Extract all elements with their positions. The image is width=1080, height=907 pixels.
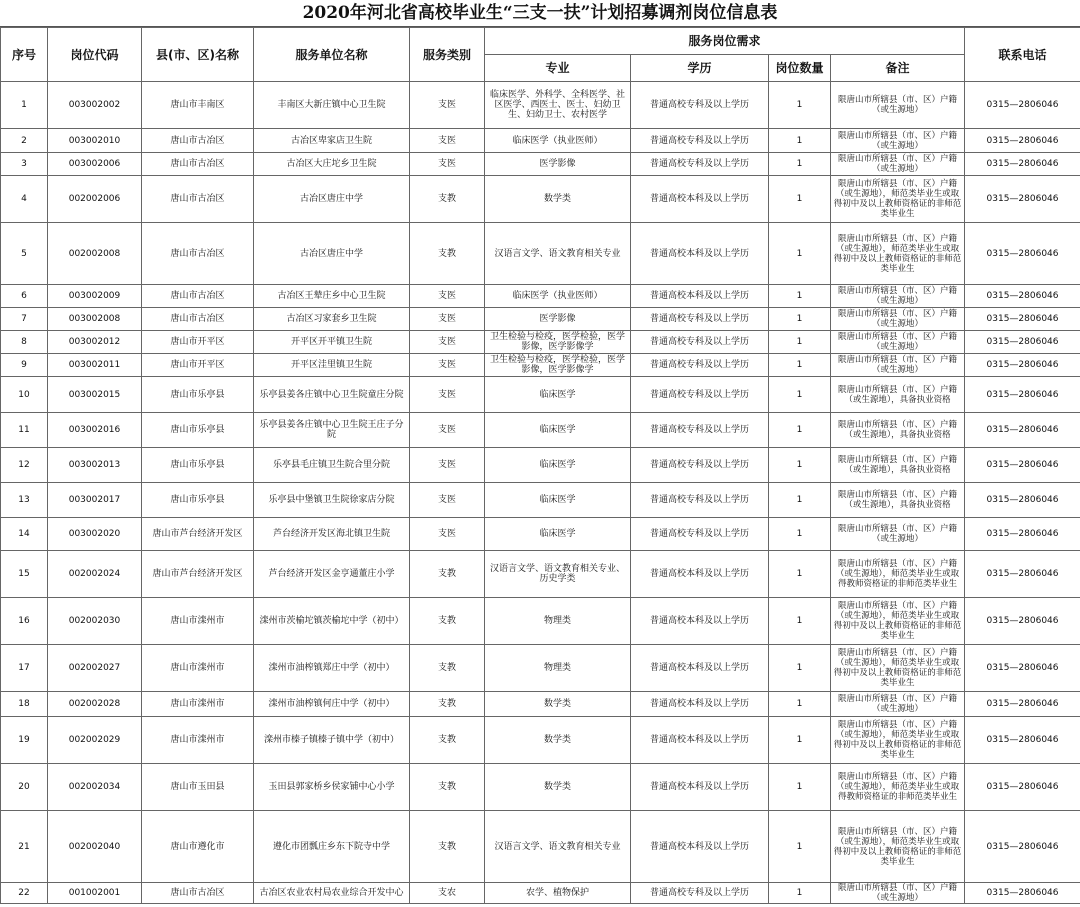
cell-code: 002002029	[48, 717, 142, 764]
cell-edu: 普通高校专科及以上学历	[631, 153, 769, 176]
cell-unit: 滦州市油榨镇郑庄中学（初中）	[254, 645, 410, 692]
cell-count: 1	[769, 518, 831, 551]
cell-type: 支医	[410, 377, 485, 413]
cell-major: 数学类	[485, 764, 631, 811]
cell-code: 003002015	[48, 377, 142, 413]
cell-note: 限唐山市所辖县（市、区）户籍（或生源地）	[831, 883, 965, 904]
cell-edu: 普通高校本科及以上学历	[631, 692, 769, 717]
cell-county: 唐山市乐亭县	[142, 483, 254, 518]
header-demand: 服务岗位需求	[485, 28, 965, 55]
cell-seq: 4	[1, 176, 48, 223]
table-row	[1, 764, 1080, 811]
cell-seq: 10	[1, 377, 48, 413]
cell-note: 限唐山市所辖县（市、区）户籍（或生源地），师范类毕业生或取得教师资格证的非师范类毕业生	[831, 764, 965, 811]
cell-phone: 0315—2806046	[965, 354, 1080, 377]
cell-unit: 乐亭县姜各庄镇中心卫生院童庄分院	[254, 377, 410, 413]
table-row	[1, 413, 1080, 448]
cell-major: 数学类	[485, 692, 631, 717]
table-title: 2020年河北省高校毕业生“三支一扶”计划招募调剂岗位信息表	[0, 0, 1080, 27]
cell-edu: 普通高校专科及以上学历	[631, 377, 769, 413]
cell-unit: 古冶区唐庄中学	[254, 223, 410, 285]
cell-county: 唐山市开平区	[142, 331, 254, 354]
cell-count: 1	[769, 377, 831, 413]
cell-note: 限唐山市所辖县（市、区）户籍（或生源地），师范类毕业生或取得初中及以上教师资格证的非师范类毕业生	[831, 811, 965, 883]
cell-unit: 芦台经济开发区海北镇卫生院	[254, 518, 410, 551]
table-row	[1, 717, 1080, 764]
cell-type: 支教	[410, 176, 485, 223]
cell-edu: 普通高校本科及以上学历	[631, 223, 769, 285]
cell-edu: 普通高校专科及以上学历	[631, 448, 769, 483]
cell-count: 1	[769, 223, 831, 285]
cell-edu: 普通高校专科及以上学历	[631, 82, 769, 129]
cell-phone: 0315—2806046	[965, 377, 1080, 413]
cell-phone: 0315—2806046	[965, 331, 1080, 354]
header-unit: 服务单位名称	[254, 28, 410, 82]
cell-county: 唐山市玉田县	[142, 764, 254, 811]
cell-note: 限唐山市所辖县（市、区）户籍（或生源地）	[831, 285, 965, 308]
cell-seq: 17	[1, 645, 48, 692]
header-type: 服务类别	[410, 28, 485, 82]
cell-count: 1	[769, 883, 831, 904]
table-row	[1, 82, 1080, 129]
cell-county: 唐山市滦州市	[142, 598, 254, 645]
cell-seq: 22	[1, 883, 48, 904]
table-row	[1, 811, 1080, 883]
cell-county: 唐山市古冶区	[142, 883, 254, 904]
cell-county: 唐山市芦台经济开发区	[142, 518, 254, 551]
cell-note: 限唐山市所辖县（市、区）户籍（或生源地），具备执业资格	[831, 483, 965, 518]
header-code: 岗位代码	[48, 28, 142, 82]
cell-code: 003002016	[48, 413, 142, 448]
cell-type: 支医	[410, 153, 485, 176]
cell-code: 002002040	[48, 811, 142, 883]
cell-seq: 16	[1, 598, 48, 645]
cell-count: 1	[769, 82, 831, 129]
table-row	[1, 153, 1080, 176]
cell-seq: 19	[1, 717, 48, 764]
cell-edu: 普通高校专科及以上学历	[631, 518, 769, 551]
cell-code: 003002006	[48, 153, 142, 176]
cell-note: 限唐山市所辖县（市、区）户籍（或生源地），师范类毕业生或取得教师资格证的非师范类毕业生	[831, 551, 965, 598]
cell-type: 支医	[410, 518, 485, 551]
table-row	[1, 551, 1080, 598]
cell-type: 支医	[410, 448, 485, 483]
cell-note: 限唐山市所辖县（市、区）户籍（或生源地）	[831, 308, 965, 331]
cell-code: 003002013	[48, 448, 142, 483]
cell-county: 唐山市乐亭县	[142, 413, 254, 448]
cell-major: 临床医学	[485, 377, 631, 413]
cell-note: 限唐山市所辖县（市、区）户籍（或生源地）	[831, 153, 965, 176]
cell-code: 003002002	[48, 82, 142, 129]
cell-code: 003002010	[48, 129, 142, 153]
table-row	[1, 331, 1080, 354]
cell-count: 1	[769, 811, 831, 883]
cell-unit: 开平区开平镇卫生院	[254, 331, 410, 354]
cell-county: 唐山市遵化市	[142, 811, 254, 883]
cell-code: 002002027	[48, 645, 142, 692]
cell-code: 001002001	[48, 883, 142, 904]
cell-edu: 普通高校专科及以上学历	[631, 883, 769, 904]
cell-edu: 普通高校本科及以上学历	[631, 598, 769, 645]
table-body	[1, 82, 1080, 904]
cell-major: 临床医学（执业医师）	[485, 129, 631, 153]
cell-unit: 古冶区卑家店卫生院	[254, 129, 410, 153]
cell-major: 汉语言文学、语文教育相关专业	[485, 223, 631, 285]
cell-type: 支农	[410, 883, 485, 904]
cell-major: 数学类	[485, 717, 631, 764]
cell-code: 002002008	[48, 223, 142, 285]
cell-county: 唐山市开平区	[142, 354, 254, 377]
cell-major: 医学影像	[485, 308, 631, 331]
cell-type: 支教	[410, 692, 485, 717]
cell-note: 限唐山市所辖县（市、区）户籍（或生源地），师范类毕业生或取得初中及以上教师资格证的非师范类毕业生	[831, 717, 965, 764]
positions-table	[0, 27, 1080, 904]
cell-count: 1	[769, 153, 831, 176]
cell-seq: 13	[1, 483, 48, 518]
header-count: 岗位数量	[769, 55, 831, 82]
cell-edu: 普通高校本科及以上学历	[631, 811, 769, 883]
cell-seq: 15	[1, 551, 48, 598]
cell-seq: 20	[1, 764, 48, 811]
cell-code: 003002017	[48, 483, 142, 518]
cell-count: 1	[769, 413, 831, 448]
cell-seq: 1	[1, 82, 48, 129]
cell-code: 003002009	[48, 285, 142, 308]
cell-county: 唐山市滦州市	[142, 645, 254, 692]
cell-county: 唐山市滦州市	[142, 692, 254, 717]
table-row	[1, 223, 1080, 285]
cell-edu: 普通高校专科及以上学历	[631, 413, 769, 448]
cell-county: 唐山市古冶区	[142, 285, 254, 308]
cell-note: 限唐山市所辖县（市、区）户籍（或生源地），师范类毕业生或取得初中及以上教师资格证的非师范类毕业生	[831, 598, 965, 645]
header-edu: 学历	[631, 55, 769, 82]
cell-edu: 普通高校本科及以上学历	[631, 285, 769, 308]
cell-seq: 11	[1, 413, 48, 448]
cell-seq: 8	[1, 331, 48, 354]
cell-type: 支医	[410, 285, 485, 308]
cell-code: 003002011	[48, 354, 142, 377]
cell-note: 限唐山市所辖县（市、区）户籍（或生源地），具备执业资格	[831, 377, 965, 413]
cell-type: 支医	[410, 331, 485, 354]
cell-count: 1	[769, 764, 831, 811]
cell-code: 002002006	[48, 176, 142, 223]
cell-major: 医学影像	[485, 153, 631, 176]
cell-phone: 0315—2806046	[965, 598, 1080, 645]
table-row	[1, 176, 1080, 223]
cell-type: 支教	[410, 551, 485, 598]
cell-code: 003002008	[48, 308, 142, 331]
cell-unit: 古冶区大庄坨乡卫生院	[254, 153, 410, 176]
cell-note: 限唐山市所辖县（市、区）户籍（或生源地）	[831, 82, 965, 129]
cell-county: 唐山市古冶区	[142, 223, 254, 285]
cell-count: 1	[769, 448, 831, 483]
cell-type: 支教	[410, 811, 485, 883]
cell-type: 支教	[410, 717, 485, 764]
cell-edu: 普通高校本科及以上学历	[631, 551, 769, 598]
cell-phone: 0315—2806046	[965, 883, 1080, 904]
cell-major: 卫生检验与检疫，医学检验，医学影像，医学影像学	[485, 354, 631, 377]
cell-phone: 0315—2806046	[965, 223, 1080, 285]
cell-unit: 芦台经济开发区金亨通董庄小学	[254, 551, 410, 598]
cell-county: 唐山市古冶区	[142, 129, 254, 153]
table-row	[1, 645, 1080, 692]
cell-type: 支教	[410, 764, 485, 811]
cell-type: 支医	[410, 413, 485, 448]
cell-unit: 乐亭县姜各庄镇中心卫生院王庄子分院	[254, 413, 410, 448]
table-row	[1, 448, 1080, 483]
cell-major: 物理类	[485, 598, 631, 645]
cell-county: 唐山市乐亭县	[142, 448, 254, 483]
cell-county: 唐山市古冶区	[142, 308, 254, 331]
cell-county: 唐山市滦州市	[142, 717, 254, 764]
cell-county: 唐山市芦台经济开发区	[142, 551, 254, 598]
cell-unit: 古冶区唐庄中学	[254, 176, 410, 223]
cell-count: 1	[769, 285, 831, 308]
table-row	[1, 308, 1080, 331]
cell-count: 1	[769, 176, 831, 223]
cell-count: 1	[769, 129, 831, 153]
cell-phone: 0315—2806046	[965, 551, 1080, 598]
cell-unit: 乐亭县中堡镇卫生院徐家店分院	[254, 483, 410, 518]
cell-phone: 0315—2806046	[965, 692, 1080, 717]
cell-type: 支教	[410, 223, 485, 285]
cell-phone: 0315—2806046	[965, 518, 1080, 551]
cell-count: 1	[769, 354, 831, 377]
cell-note: 限唐山市所辖县（市、区）户籍（或生源地），具备执业资格	[831, 448, 965, 483]
cell-edu: 普通高校专科及以上学历	[631, 483, 769, 518]
cell-county: 唐山市古冶区	[142, 153, 254, 176]
cell-count: 1	[769, 483, 831, 518]
cell-major: 卫生检验与检疫，医学检验，医学影像，医学影像学	[485, 331, 631, 354]
cell-major: 汉语言文学、语文教育相关专业	[485, 811, 631, 883]
cell-major: 汉语言文学、语文教育相关专业、历史学类	[485, 551, 631, 598]
cell-unit: 丰南区大新庄镇中心卫生院	[254, 82, 410, 129]
cell-type: 支医	[410, 129, 485, 153]
cell-phone: 0315—2806046	[965, 285, 1080, 308]
cell-type: 支医	[410, 354, 485, 377]
cell-major: 农学、植物保护	[485, 883, 631, 904]
cell-edu: 普通高校本科及以上学历	[631, 645, 769, 692]
cell-seq: 3	[1, 153, 48, 176]
cell-type: 支医	[410, 82, 485, 129]
cell-edu: 普通高校专科及以上学历	[631, 354, 769, 377]
cell-phone: 0315—2806046	[965, 153, 1080, 176]
cell-unit: 古冶区王辇庄乡中心卫生院	[254, 285, 410, 308]
table-row	[1, 483, 1080, 518]
cell-count: 1	[769, 598, 831, 645]
cell-unit: 滦州市茨榆坨镇茨榆坨中学（初中）	[254, 598, 410, 645]
table-row	[1, 354, 1080, 377]
cell-code: 002002034	[48, 764, 142, 811]
cell-code: 003002020	[48, 518, 142, 551]
cell-note: 限唐山市所辖县（市、区）户籍（或生源地），具备执业资格	[831, 413, 965, 448]
cell-type: 支教	[410, 598, 485, 645]
header-phone: 联系电话	[965, 28, 1080, 82]
cell-edu: 普通高校专科及以上学历	[631, 308, 769, 331]
cell-major: 临床医学、外科学、全科医学、社区医学、西医士、医士、妇幼卫生、妇幼卫士、农村医学	[485, 82, 631, 129]
header-county: 县(市、区)名称	[142, 28, 254, 82]
cell-phone: 0315—2806046	[965, 717, 1080, 764]
cell-count: 1	[769, 692, 831, 717]
cell-unit: 遵化市团瓢庄乡东下院寺中学	[254, 811, 410, 883]
cell-type: 支医	[410, 483, 485, 518]
cell-phone: 0315—2806046	[965, 811, 1080, 883]
cell-unit: 滦州市油榨镇何庄中学（初中）	[254, 692, 410, 717]
cell-phone: 0315—2806046	[965, 413, 1080, 448]
cell-code: 003002012	[48, 331, 142, 354]
cell-count: 1	[769, 331, 831, 354]
cell-count: 1	[769, 717, 831, 764]
cell-note: 限唐山市所辖县（市、区）户籍（或生源地）	[831, 129, 965, 153]
cell-major: 临床医学	[485, 413, 631, 448]
cell-unit: 开平区洼里镇卫生院	[254, 354, 410, 377]
cell-edu: 普通高校专科及以上学历	[631, 331, 769, 354]
cell-county: 唐山市乐亭县	[142, 377, 254, 413]
cell-county: 唐山市丰南区	[142, 82, 254, 129]
cell-count: 1	[769, 551, 831, 598]
cell-note: 限唐山市所辖县（市、区）户籍（或生源地）	[831, 331, 965, 354]
cell-seq: 18	[1, 692, 48, 717]
cell-edu: 普通高校本科及以上学历	[631, 176, 769, 223]
cell-phone: 0315—2806046	[965, 483, 1080, 518]
cell-type: 支医	[410, 308, 485, 331]
header-note: 备注	[831, 55, 965, 82]
cell-seq: 5	[1, 223, 48, 285]
cell-count: 1	[769, 645, 831, 692]
cell-seq: 12	[1, 448, 48, 483]
cell-major: 临床医学	[485, 518, 631, 551]
cell-major: 临床医学	[485, 448, 631, 483]
header-major: 专业	[485, 55, 631, 82]
cell-seq: 9	[1, 354, 48, 377]
cell-phone: 0315—2806046	[965, 129, 1080, 153]
cell-unit: 滦州市榛子镇榛子镇中学（初中）	[254, 717, 410, 764]
cell-type: 支教	[410, 645, 485, 692]
table-row	[1, 129, 1080, 153]
cell-note: 限唐山市所辖县（市、区）户籍（或生源地），师范类毕业生或取得初中及以上教师资格证的非师范类毕业生	[831, 223, 965, 285]
cell-seq: 7	[1, 308, 48, 331]
cell-phone: 0315—2806046	[965, 645, 1080, 692]
table-row	[1, 883, 1080, 904]
table-row	[1, 285, 1080, 308]
table-row	[1, 598, 1080, 645]
cell-count: 1	[769, 308, 831, 331]
cell-note: 限唐山市所辖县（市、区）户籍（或生源地）	[831, 518, 965, 551]
cell-seq: 2	[1, 129, 48, 153]
cell-code: 002002024	[48, 551, 142, 598]
cell-unit: 古冶区习家套乡卫生院	[254, 308, 410, 331]
cell-unit: 玉田县郭家桥乡侯家铺中心小学	[254, 764, 410, 811]
cell-major: 临床医学（执业医师）	[485, 285, 631, 308]
cell-edu: 普通高校本科及以上学历	[631, 717, 769, 764]
cell-phone: 0315—2806046	[965, 82, 1080, 129]
cell-note: 限唐山市所辖县（市、区）户籍（或生源地）	[831, 692, 965, 717]
cell-edu: 普通高校专科及以上学历	[631, 129, 769, 153]
table-row	[1, 692, 1080, 717]
cell-note: 限唐山市所辖县（市、区）户籍（或生源地），师范类毕业生或取得初中及以上教师资格证的非师范类毕业生	[831, 176, 965, 223]
cell-note: 限唐山市所辖县（市、区）户籍（或生源地）	[831, 354, 965, 377]
table-row	[1, 518, 1080, 551]
cell-major: 物理类	[485, 645, 631, 692]
cell-phone: 0315—2806046	[965, 448, 1080, 483]
cell-seq: 6	[1, 285, 48, 308]
cell-phone: 0315—2806046	[965, 176, 1080, 223]
cell-unit: 乐亭县毛庄镇卫生院合里分院	[254, 448, 410, 483]
cell-seq: 21	[1, 811, 48, 883]
cell-county: 唐山市古冶区	[142, 176, 254, 223]
cell-unit: 古冶区农业农村局农业综合开发中心	[254, 883, 410, 904]
cell-major: 临床医学	[485, 483, 631, 518]
cell-edu: 普通高校本科及以上学历	[631, 764, 769, 811]
header-seq: 序号	[1, 28, 48, 82]
table-row	[1, 377, 1080, 413]
cell-phone: 0315—2806046	[965, 308, 1080, 331]
cell-phone: 0315—2806046	[965, 764, 1080, 811]
cell-code: 002002030	[48, 598, 142, 645]
cell-code: 002002028	[48, 692, 142, 717]
cell-major: 数学类	[485, 176, 631, 223]
cell-seq: 14	[1, 518, 48, 551]
cell-note: 限唐山市所辖县（市、区）户籍（或生源地），师范类毕业生或取得初中及以上教师资格证的非师范类毕业生	[831, 645, 965, 692]
